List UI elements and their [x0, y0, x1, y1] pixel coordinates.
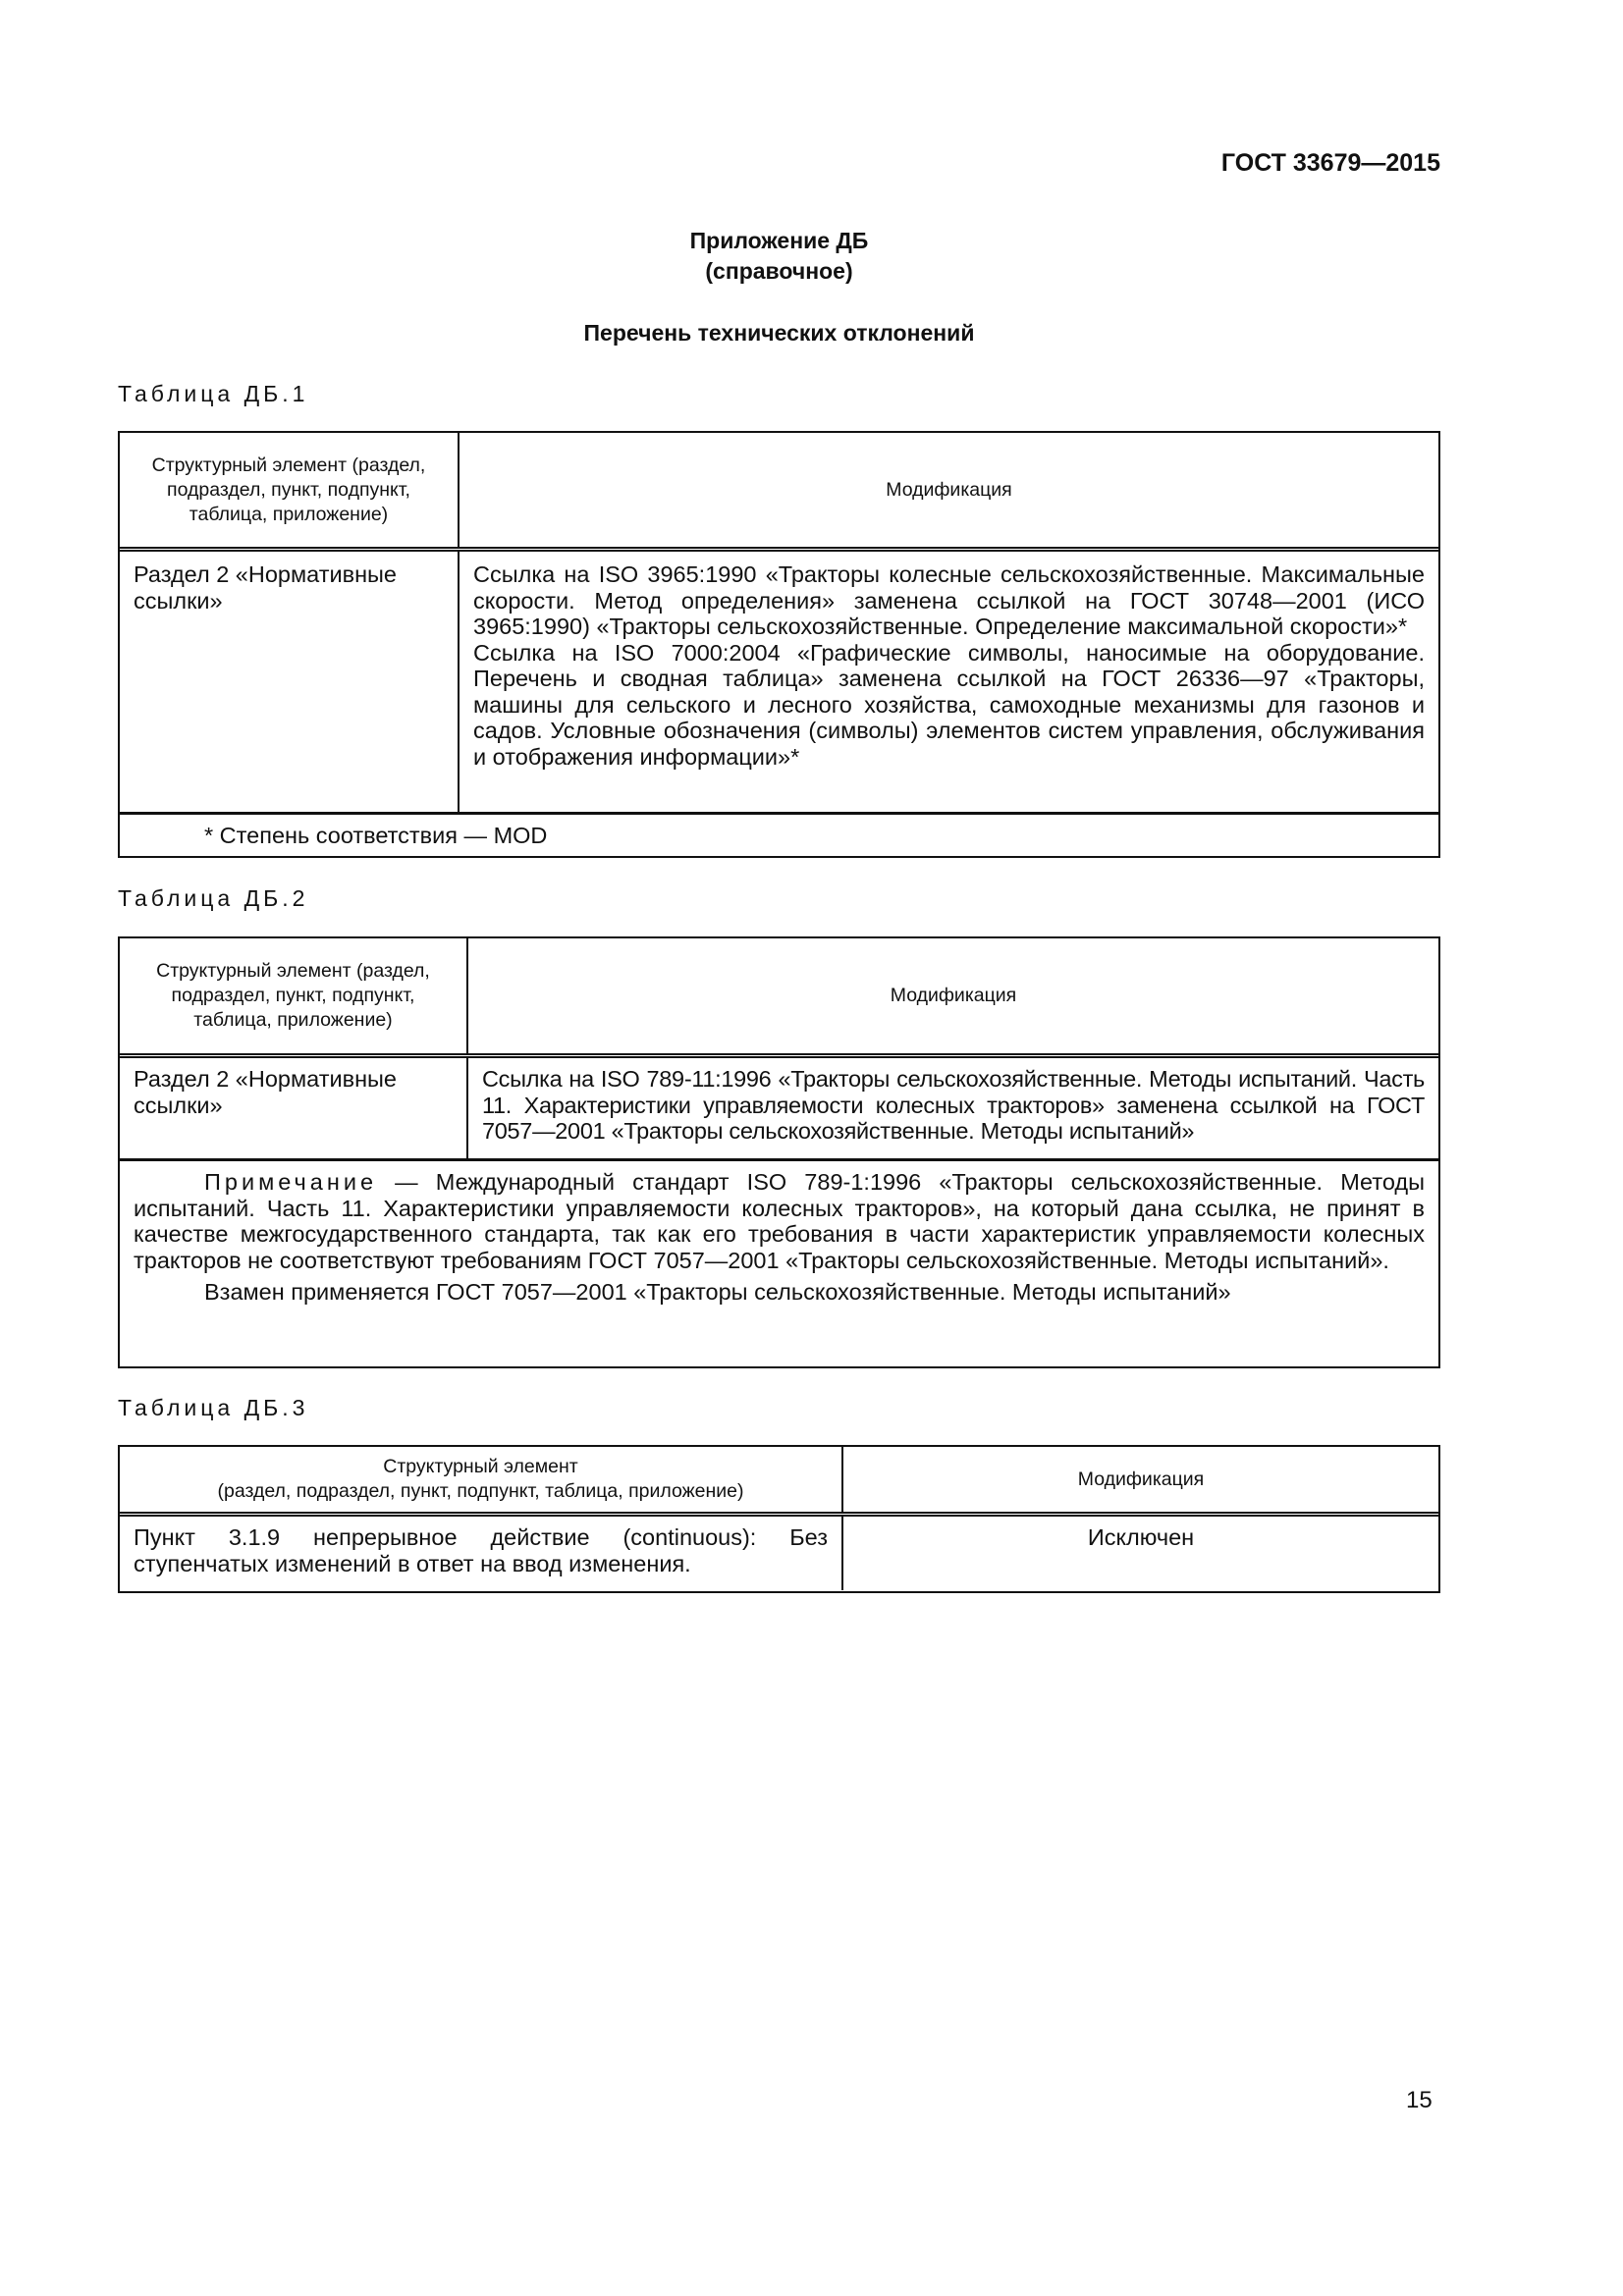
table-label: Таблица ДБ.2 — [118, 885, 309, 911]
cell-modification — [460, 552, 1438, 812]
table-label: Таблица ДБ.3 — [118, 1395, 309, 1420]
col-header-line: (раздел, подраздел, пункт, подпункт, таблица, приложение) — [217, 1480, 744, 1502]
cell-modification: Ссылка на ISO 789-11:1996 «Тракторы сельскохозяйственные. Методы испытаний. Часть 11. Характеристики управляемости колесных тракторов» заменена ссылкой на ГОСТ 7057—2001 «Тракторы сельскохозяйственные. Методы испытаний» — [482, 1066, 1425, 1144]
col-header-element: Структурный элемент (раздел, подраздел, пункт, подпункт, таблица, приложение) — [120, 938, 468, 1053]
note-text: — Международный стандарт ISO 789-1:1996 «Тракторы сельскохозяйственные. Методы испытаний. Часть 11. Характеристики управляемости колесных тракторов», на который дана ссылка, не принят в качестве межгосударственного стандарта, так как его требования в части характеристик управляемости колесных тракторов не соответствуют требованиям ГОСТ 7057—2001 «Тракторы сельскохозяйственные. Методы испытаний». — [134, 1169, 1425, 1273]
col-header-modification: Модификация — [890, 985, 1017, 1006]
table-row — [120, 1517, 1438, 1590]
table-db3 — [118, 1445, 1440, 1593]
table-db1 — [118, 431, 1440, 858]
document-code: ГОСТ 33679—2015 — [1220, 149, 1440, 177]
table-db2 — [118, 936, 1440, 1368]
col-header-modification: Модификация — [1077, 1468, 1205, 1490]
note-label: Примечание — [204, 1169, 378, 1195]
table-label: Таблица ДБ.1 — [118, 381, 309, 406]
table-header — [120, 1447, 1438, 1517]
col-header-element — [120, 1447, 843, 1512]
table-footnote: * Степень соответствия — MOD — [120, 812, 1438, 857]
page-number: 15 — [1406, 2087, 1433, 2113]
col-header-line: Структурный элемент — [383, 1456, 578, 1477]
col-header-element: Структурный элемент (раздел, подраздел, пункт, подпункт, таблица, приложение) — [120, 433, 460, 547]
appendix-subtitle: (справочное) — [705, 258, 853, 284]
table-header — [120, 938, 1438, 1058]
cell-modification: Исключен — [1087, 1524, 1195, 1550]
col-header-modification: Модификация — [886, 478, 1012, 501]
cell-element: Раздел 2 «Нормативные ссылки» — [120, 1058, 468, 1158]
appendix-title: Приложение ДБ — [689, 228, 869, 253]
modification-paragraph: Ссылка на ISO 3965:1990 «Тракторы колесные сельскохозяйственные. Максимальные скорости. Метод определения» заменена ссылкой на ГОСТ 30748—2001 (ИСО 3965:1990) «Тракторы сельскохозяйственные. Определение максимальной скорости»* — [473, 561, 1425, 639]
appendix-heading: Перечень технических отклонений — [583, 320, 975, 346]
cell-element: Пункт 3.1.9 непрерывное действие (continuous): Без ступенчатых изменений в ответ на ввод изменения. — [120, 1517, 843, 1590]
table-row — [120, 552, 1438, 812]
table-header — [120, 433, 1438, 552]
modification-paragraph: Ссылка на ISO 7000:2004 «Графические символы, наносимые на оборудование. Перечень и сводная таблица» заменена ссылкой на ГОСТ 26336—97 «Тракторы, машины для сельского и лесного хозяйства, самоходные механизмы для газонов и садов. Условные обозначения (символы) элементов систем управления, обслуживания и отображения информации»* — [473, 639, 1425, 770]
table-row — [120, 1058, 1438, 1158]
cell-element: Раздел 2 «Нормативные ссылки» — [120, 552, 460, 812]
note-replacement: Взамен применяется ГОСТ 7057—2001 «Тракторы сельскохозяйственные. Методы испытаний» — [204, 1279, 1231, 1305]
table-note — [120, 1158, 1438, 1313]
